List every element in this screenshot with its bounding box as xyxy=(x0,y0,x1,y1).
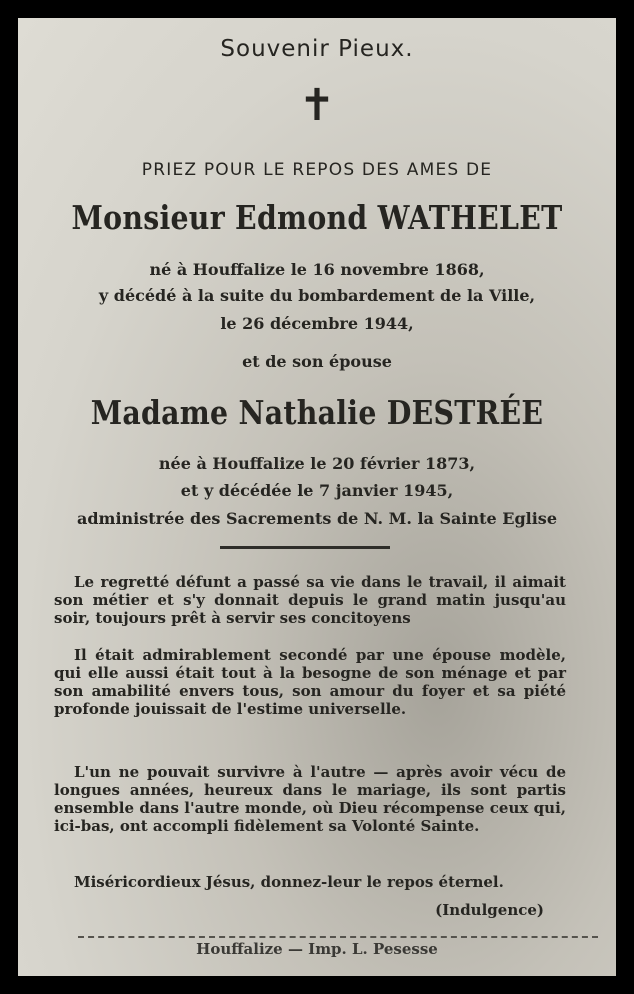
person2-birth: née à Houffalize le 20 février 1873, xyxy=(158,454,476,473)
prayer-line: Miséricordieux Jésus, donnez-leur le repos éternel. xyxy=(74,873,504,891)
divider xyxy=(220,546,390,549)
paragraph-spouse: Il était admirablement secondé par une épouse modèle, qui elle aussi était tout à la besogne de son ménage et par son amabilité envers tous, son amour du foyer et sa piété profonde jouissait de l'estime universelle. xyxy=(54,646,566,718)
spouse-connector: et de son épouse xyxy=(242,352,392,371)
cross-icon: ✝ xyxy=(298,80,336,131)
paragraph-work: Le regretté défunt a passé sa vie dans le travail, il aimait son métier et s'y donnait depuis le grand matin jusqu'au soir, toujours prêt à servir ses concitoyens xyxy=(54,573,566,627)
person1-name: Monsieur Edmond WATHELET xyxy=(71,198,563,237)
person2-sacraments: administrée des Sacrements de N. M. la Sainte Eglise xyxy=(76,509,557,528)
person2-name: Madame Nathalie DESTRÉE xyxy=(90,393,544,432)
person2-death: et y décédée le 7 janvier 1945, xyxy=(180,481,454,500)
card-header: Souvenir Pieux. xyxy=(220,36,414,62)
indulgence-note: (Indulgence) xyxy=(435,901,544,919)
person1-death-line2: le 26 décembre 1944, xyxy=(220,314,414,333)
printer-credit: Houffalize — Imp. L. Pesesse xyxy=(196,940,438,958)
footer-divider xyxy=(78,936,598,938)
prayer-intro: PRIEZ POUR LE REPOS DES AMES DE xyxy=(141,160,493,180)
paragraph-together: L'un ne pouvait survivre à l'autre — après avoir vécu de longues années, heureux dans le mariage, ils sont partis ensemble dans l'autre monde, où Dieu récompense ceux qui, ici-bas, ont accompli fidèlement sa Volonté Sainte. xyxy=(54,763,566,835)
person1-death-line1: y décédé à la suite du bombardement de la Ville, xyxy=(98,286,536,305)
person1-birth: né à Houffalize le 16 novembre 1868, xyxy=(149,260,485,279)
memorial-card xyxy=(18,18,616,976)
